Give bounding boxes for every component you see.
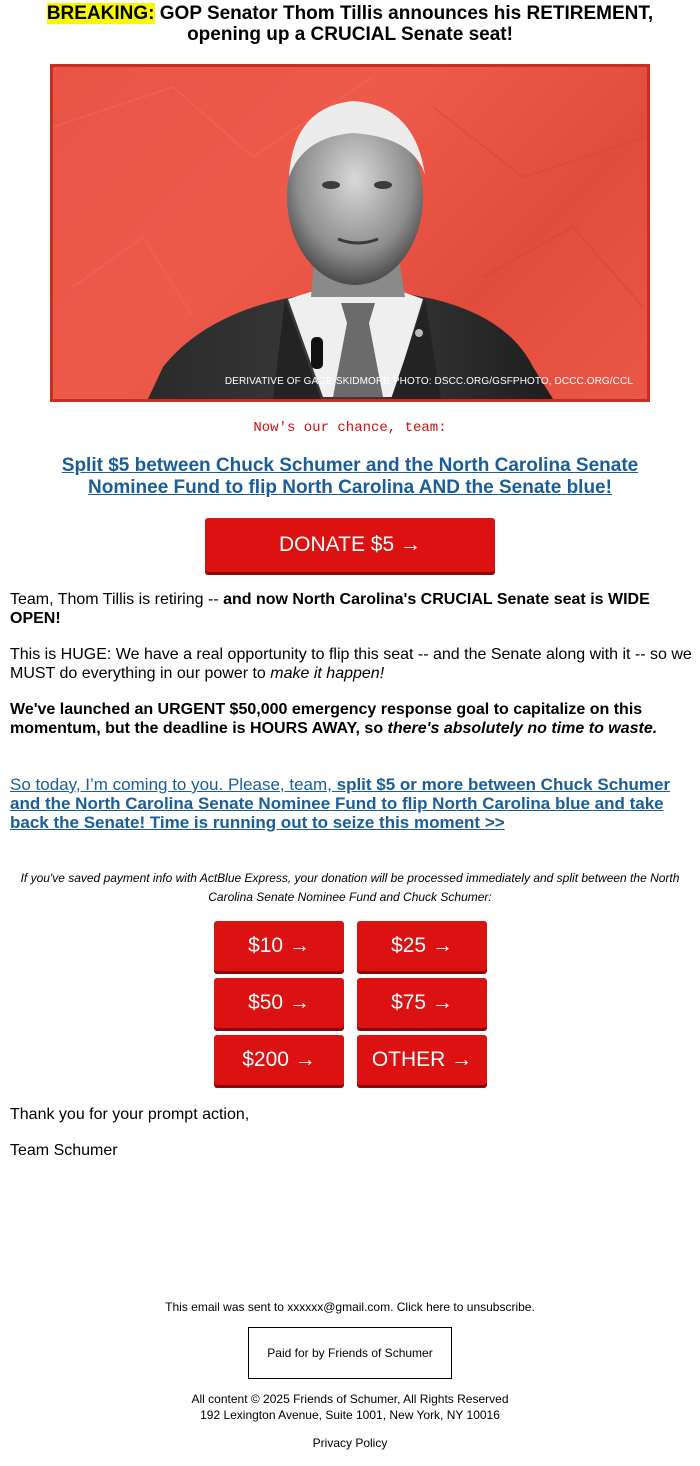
paragraph-1 — [10, 590, 692, 628]
headline-text-line2: opening up a CRUCIAL Senate seat! — [187, 24, 513, 45]
p2-italic: make it happen! — [270, 665, 385, 682]
paid-for-text: Paid for by Friends of Schumer — [267, 1346, 433, 1360]
donate-other-button[interactable]: OTHER → — [357, 1035, 487, 1085]
split-donation-link[interactable]: Split $5 between Chuck Schumer and the North Carolina Senate Nominee Fund to flip North Carolina AND the Senate blue! — [61, 455, 639, 498]
chance-text: Now's our chance, team: — [253, 420, 447, 436]
paid-for-box — [248, 1327, 452, 1379]
senator-photo — [53, 67, 647, 399]
unsubscribe-link[interactable]: This email was sent to xxxxxx@gmail.com. Click here to unsubscribe. — [165, 1300, 535, 1314]
privacy-policy-link[interactable]: Privacy Policy — [312, 1436, 388, 1450]
p4-text: So today, I’m coming to you. Please, team, — [10, 775, 337, 794]
headline-text-line1: GOP Senator Thom Tillis announces his RETIREMENT, — [159, 3, 654, 24]
donate-10-button[interactable]: $10 → — [214, 921, 344, 971]
breaking-label: BREAKING: — [46, 3, 155, 24]
p3-text: We've launched an URGENT $50,000 emergency response goal to capitalize on this momentum, but the deadline is HOURS AWAY, so — [10, 701, 643, 737]
p2-text: This is HUGE: We have a real opportunity to flip this seat -- and the Senate along with it -- so we MUST do everything in our power to — [10, 646, 692, 682]
donate-50-button[interactable]: $50 → — [214, 978, 344, 1028]
photo-credit: DERIVATIVE OF GAGE SKIDMORE PHOTO: DSCC.ORG/GSFPHOTO, DCCC.ORG/CCL — [224, 376, 633, 387]
signature: Team Schumer — [10, 1142, 118, 1159]
p4-bold: split $5 or more between Chuck Schumer and the North Carolina Senate Nominee Fund to flip North Carolina blue and take back the Senate! Time is running out to seize this moment >> — [10, 775, 671, 832]
address: 192 Lexington Avenue, Suite 1001, New York, NY 10016 — [200, 1408, 500, 1422]
hero-image[interactable] — [50, 64, 650, 402]
donate-5-button[interactable]: DONATE $5 → — [205, 518, 495, 572]
paragraph-4-link[interactable] — [10, 775, 692, 832]
paragraph-3 — [10, 700, 692, 738]
p1-bold: and now North Carolina's CRUCIAL Senate seat is WIDE OPEN! — [10, 591, 650, 627]
p3-italic: there's absolutely no time to waste. — [387, 720, 658, 737]
donate-75-button[interactable]: $75 → — [357, 978, 487, 1028]
p1-text: Team, Thom Tillis is retiring -- — [10, 591, 224, 608]
closing-thanks: Thank you for your prompt action, — [10, 1106, 250, 1123]
donate-200-button[interactable]: $200 → — [214, 1035, 344, 1085]
copyright: All content © 2025 Friends of Schumer, All Rights Reserved — [191, 1392, 509, 1406]
footer-legal — [0, 1391, 700, 1423]
donate-25-button[interactable]: $25 → — [357, 921, 487, 971]
paragraph-2 — [10, 645, 692, 683]
amount-button-grid — [214, 921, 488, 1085]
headline — [14, 3, 686, 45]
actblue-express-note: If you've saved payment info with ActBlue Express, your donation will be processed immediately and split between the North Carolina Senate Nominee Fund and Chuck Schumer: — [20, 871, 680, 904]
